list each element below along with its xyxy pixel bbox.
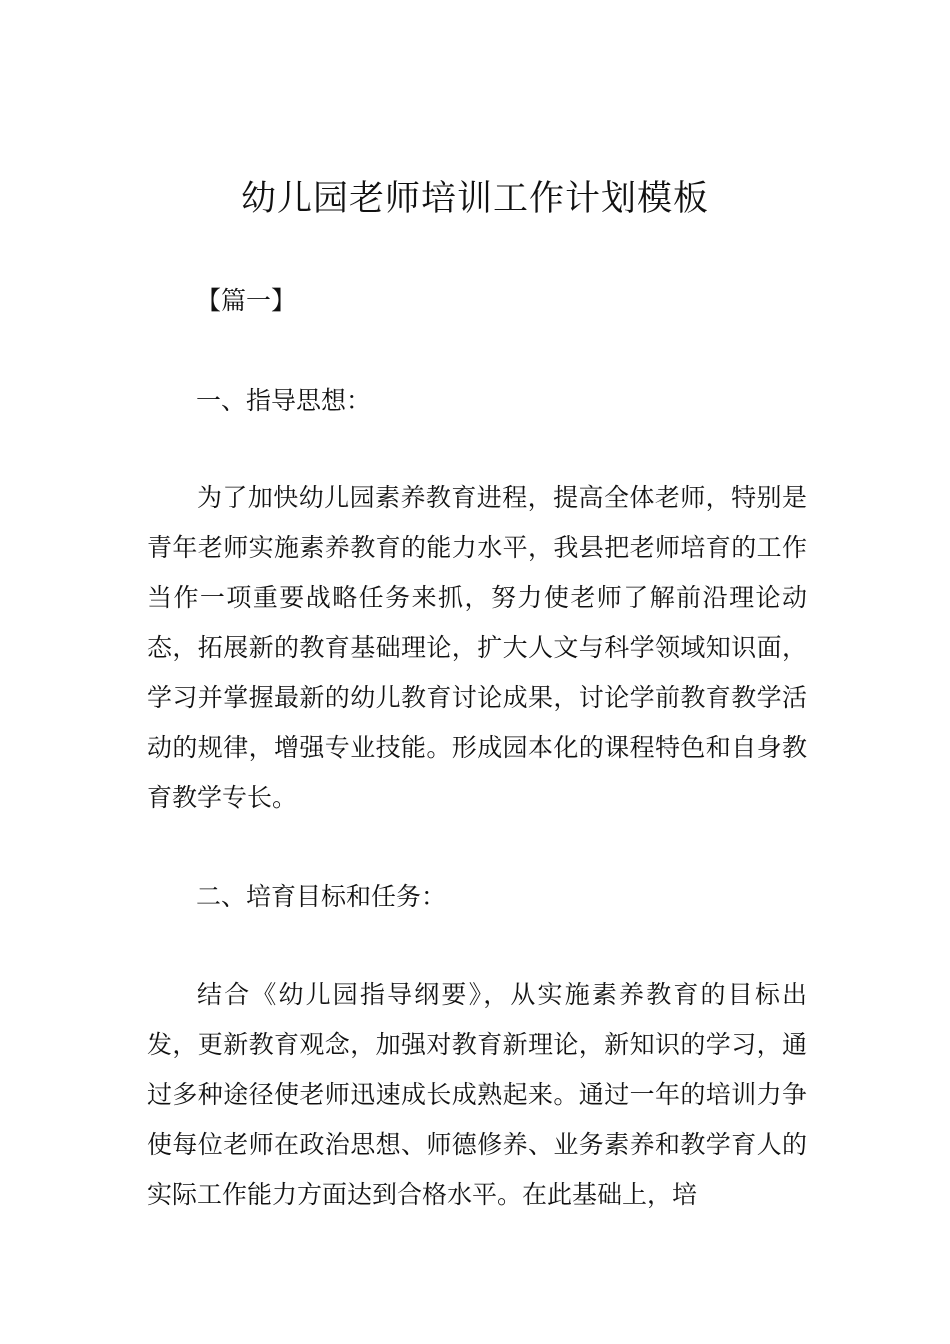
part-label: 【篇一】: [196, 286, 297, 315]
section-paragraph-guiding-ideology: 为了加快幼儿园素养教育进程，提高全体老师，特别是青年老师实施素养教育的能力水平，我县把老师培育的工作当作一项重要战略任务来抓，努力使老师了解前沿理论动态，拓展新的教育基础理论，扩大人文与科学领域知识面，学习并掌握最新的幼儿教育讨论成果，讨论学前教育教学活动的规律，增强专业技能。形成园本化的课程特色和自身教育教学专长。: [147, 483, 807, 812]
document-title: 幼儿园老师培训工作计划模板: [240, 179, 709, 219]
section-paragraph-goals-and-tasks: 结合《幼儿园指导纲要》，从实施素养教育的目标出发，更新教育观念，加强对教育新理论，新知识的学习，通过多种途径使老师迅速成长成熟起来。通过一年的培训力争使每位老师在政治思想、师德修养、业务素养和教学育人的实际工作能力方面达到合格水平。在此基础上，培: [147, 980, 807, 1209]
section-heading-guiding-ideology: 一、指导思想：: [196, 386, 372, 415]
section-heading-goals-and-tasks: 二、培育目标和任务：: [196, 882, 447, 911]
